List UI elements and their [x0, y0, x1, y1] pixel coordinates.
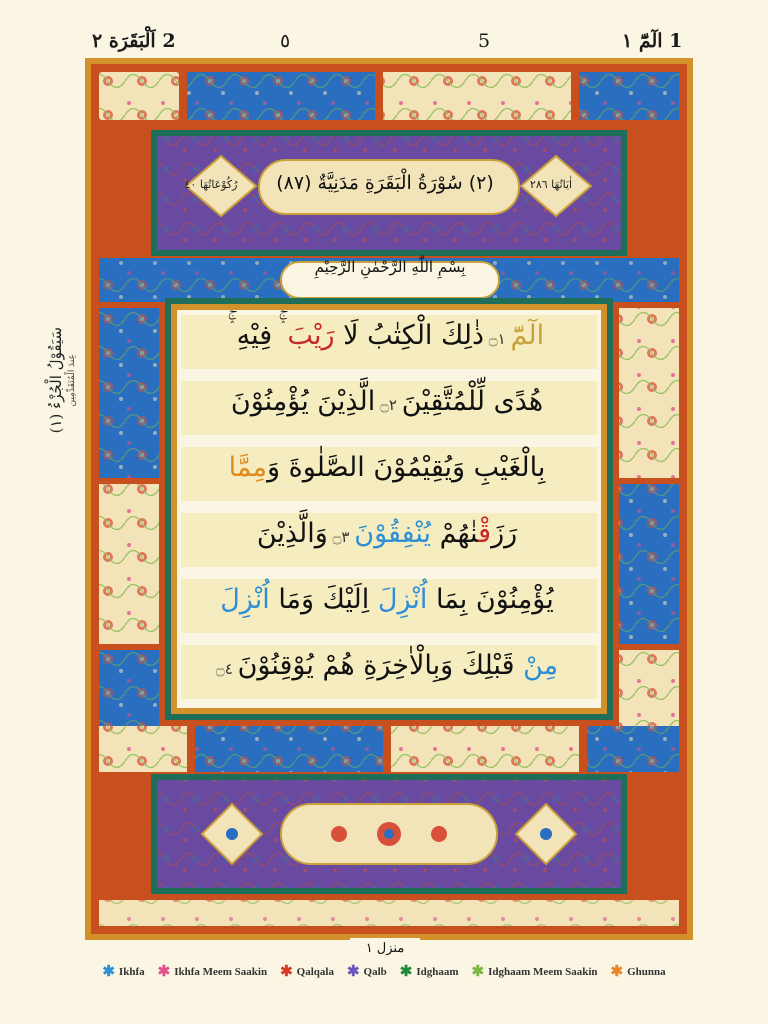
legend-item-idghaam-meem-saakin: [471, 963, 598, 980]
legend-item-qalqala: [280, 963, 334, 980]
star-icon: ✱: [102, 963, 115, 980]
juz-header-right: 1 الٓمّٓ ١: [622, 30, 683, 52]
verse-segment: رَزَ: [491, 518, 518, 549]
tajweed-legend: [0, 963, 768, 980]
verse-line-3: [180, 441, 594, 495]
legend-item-ghunna: [610, 963, 666, 980]
juz-subnote: عِندَ الْمُتَقَدِّمِين: [67, 353, 77, 407]
page-number: 5: [478, 30, 491, 52]
verse-segment: وَالَّذِيْنَ: [256, 518, 328, 549]
juz-note: سَيَقُوْلُ الْجُزْءُ (١): [47, 326, 65, 434]
verse-line-5: [180, 573, 594, 627]
verse-segment: ۛۚ فِيْهِ ۛۚ: [229, 320, 288, 351]
legend-label: Idghaam Meem Saakin: [488, 966, 598, 978]
ornament-artwork: [91, 64, 687, 934]
verse-segment: الٓمّٓ: [510, 320, 545, 351]
side-note: [42, 305, 82, 455]
legend-item-ikhfa: [102, 963, 145, 980]
verse-segment: يُؤْمِنُوْنَ بِمَا: [427, 584, 554, 615]
verse-line-2: [180, 375, 594, 429]
verse-segment: اُنْزِلَ: [377, 584, 428, 615]
legend-label: Ikhfa: [118, 966, 145, 978]
ayah-number: ۝١: [484, 330, 511, 348]
bismillah: بِسْمِ اللّٰهِ الرَّحْمٰنِ الرَّحِیْمِ: [314, 258, 466, 276]
verse-segment: هُدًى لِّلْمُتَّقِيْنَ: [401, 386, 544, 417]
verse-segment: قْ: [478, 518, 492, 549]
star-icon: ✱: [610, 963, 624, 980]
verse-segment: مِمَّا: [228, 452, 267, 483]
star-icon: ✱: [471, 963, 485, 980]
legend-item-ikhfa-meem-saakin: [157, 963, 268, 980]
verse-line-4: [180, 507, 594, 561]
verse-segment: اُنْزِلَ: [220, 584, 270, 615]
manzil-label: منزل ١: [350, 938, 420, 960]
legend-item-idghaam: [399, 963, 459, 980]
star-icon: ✱: [157, 963, 171, 980]
legend-label: Ikhfa Meem Saakin: [174, 966, 268, 978]
verse-segment: اِلَيْكَ وَمَا: [269, 584, 378, 615]
verse-segment: الَّذِيْنَ يُؤْمِنُوْنَ: [230, 386, 376, 417]
ayah-number: ۝٤: [215, 660, 238, 678]
legend-item-qalb: [346, 963, 387, 980]
ayah-number: ۝٣: [327, 528, 355, 546]
verse-line-1: [180, 309, 594, 363]
verse-segment: رَيْبَ: [287, 320, 335, 351]
legend-label: Qalqala: [296, 966, 334, 978]
verse-segment: نٰهُمْ: [431, 518, 479, 549]
ruku-count: رُكُوْعَاتُهَا ٤٠: [184, 178, 238, 191]
star-icon: ✱: [346, 963, 360, 980]
ayah-number: ۝٢: [375, 396, 402, 414]
legend-label: Qalb: [363, 966, 387, 978]
ayat-count: اٰیَاتُهَا ٢٨٦: [529, 178, 573, 191]
verse-segment: مِنْ: [523, 650, 559, 681]
verse-line-6: [180, 639, 594, 693]
juz-surah-header-left: 2 اَلْبَقَرَة ٢: [92, 30, 176, 52]
verse-segment: قَبْلِكَ وَبِالْاٰخِرَةِ هُمْ يُوْقِنُوْنَ: [237, 650, 524, 681]
legend-label: Idghaam: [416, 966, 459, 978]
page-number-arabic: ٥: [280, 30, 291, 52]
verse-segment: بِالْغَيْبِ وَيُقِيْمُوْنَ الصَّلٰوةَ وَ: [266, 452, 546, 483]
surah-title: (٢) سُوْرَةُ الْبَقَرَةِ مَدَنِيَّةٌ (٨٧): [276, 172, 494, 194]
verse-segment: يُنْفِقُوْنَ: [354, 518, 432, 549]
legend-label: Ghunna: [627, 966, 666, 978]
star-icon: ✱: [399, 963, 413, 980]
verse-segment: ذٰلِكَ الْكِتٰبُ لَا: [334, 320, 485, 351]
star-icon: ✱: [280, 963, 293, 980]
